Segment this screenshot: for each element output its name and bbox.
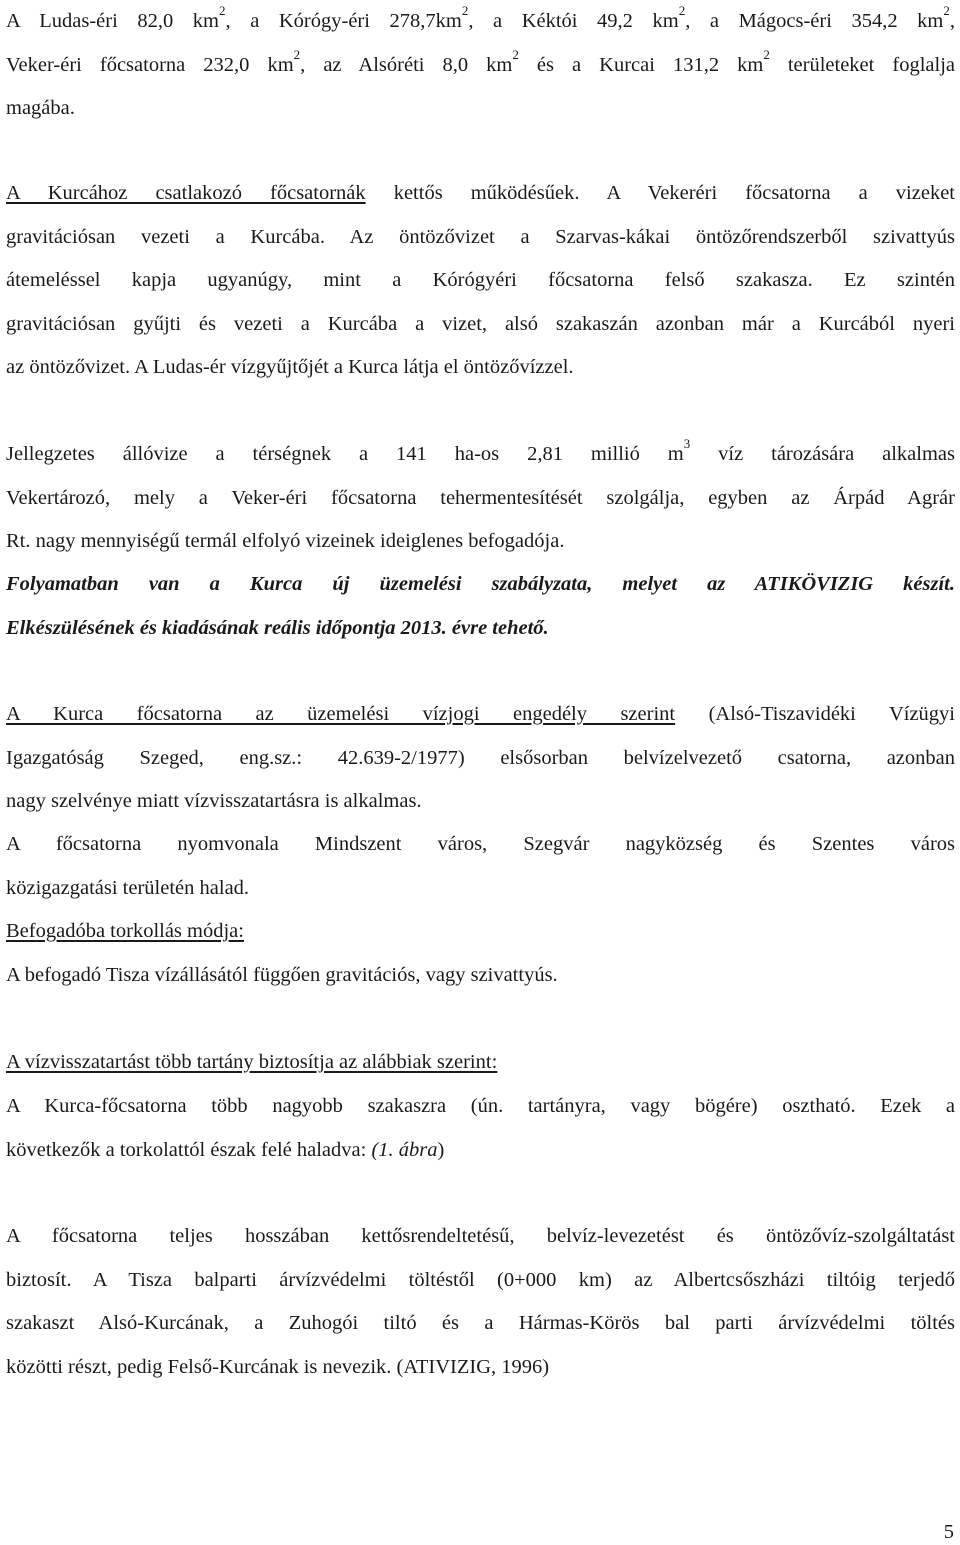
text-run: átemeléssel kapja ugyanúgy, mint a Kórógyéri főcsatorna felső szakasza. Ez szintén <box>6 269 955 291</box>
text-run: (Alsó-Tiszavidéki Vízügyi <box>675 703 956 725</box>
text-run: , a Kórógy-éri 278,7km <box>225 10 462 32</box>
underlined-phrase: A Kurcához csatlakozó főcsatornák <box>6 182 366 204</box>
text-run: biztosít. A Tisza balparti árvízvédelmi töltéstől (0+000 km) az Albertcsőszházi tiltóig terjedő <box>6 1268 955 1291</box>
text-run: víz tározására alkalmas <box>690 443 955 465</box>
superscript: 2 <box>678 3 686 19</box>
page-number: 5 <box>943 1521 954 1543</box>
text-line <box>6 0 955 44</box>
text-run: A főcsatorna nyomvonala Mindszent város, Szegvár nagyközség és Szentes város <box>6 833 955 855</box>
text-line <box>6 607 955 651</box>
text-line <box>6 1085 955 1129</box>
text-run: A Ludas-éri 82,0 km <box>6 10 219 32</box>
text-line <box>6 172 955 216</box>
text-line <box>6 780 955 824</box>
text-run: A főcsatorna teljes hosszában kettősrendeltetésű, belvíz-levezetést és öntözővíz-szolgáltatást <box>6 1225 955 1247</box>
text-run: magába. <box>6 97 75 119</box>
text-line <box>6 1215 955 1259</box>
text-line <box>6 259 955 303</box>
paragraph-areas <box>6 0 955 131</box>
text-line <box>6 87 955 131</box>
paragraph-reservoir <box>6 433 955 564</box>
text-line <box>6 693 955 737</box>
text-line <box>6 1302 955 1346</box>
text-line <box>6 737 955 781</box>
text-line <box>6 520 955 564</box>
text-run: nagy szelvénye miatt vízvisszatartásra is alkalmas. <box>6 790 422 812</box>
text-run: szakaszt Alsó-Kurcának, a Zuhogói tiltó és a Hármas-Körös bal parti árvízvédelmi töltés <box>6 1312 955 1334</box>
text-line <box>6 477 955 521</box>
text-run: kettős működésűek. A Vekeréri főcsatorna a vizeket <box>365 182 955 204</box>
heading-text: A vízvisszatartást több tartány biztosítja az alábbiak szerint: <box>6 1051 498 1073</box>
text-run: közigazgatási területén halad. <box>6 876 250 899</box>
text-line <box>6 1346 955 1390</box>
text-run: Igazgatóság Szeged, eng.sz.: 42.639-2/1977) elsősorban belvízelvezető csatorna, azonban <box>6 746 955 769</box>
text-run: A Kurca-főcsatorna több nagyobb szakaszra (ún. tartányra, vagy bögére) osztható. Ezek a <box>6 1095 955 1117</box>
text-run: következők a torkolattól észak felé haladva: <box>6 1138 372 1161</box>
figure-reference: (1. ábra <box>371 1138 438 1161</box>
superscript: 2 <box>943 3 950 19</box>
text-run: közötti részt, pedig Felső-Kurcának is nevezik. (ATIVIZIG, 1996) <box>6 1355 550 1378</box>
text-run: Veker-éri főcsatorna 232,0 km <box>6 53 294 76</box>
text-line <box>6 563 955 607</box>
text-run: gravitációsan vezeti a Kurcába. Az öntözővizet a Szarvas-kákai öntözőrendszerből szivattyús <box>6 225 955 248</box>
text-line <box>6 44 955 88</box>
text-run: területeket foglalja <box>769 53 955 76</box>
text-run: Folyamatban van a Kurca új üzemelési szabályzata, melyet az ATIKÖVIZIG készít. <box>6 573 955 595</box>
paragraph-function <box>6 1215 955 1389</box>
text-line <box>6 1259 955 1303</box>
superscript: 2 <box>763 46 770 62</box>
text-run: Vekertározó, mely a Veker-éri főcsatorna tehermentesítését szolgálja, egyben az Árpád Agrár <box>6 486 955 509</box>
paragraph-canals <box>6 172 955 390</box>
text-run: ) <box>437 1138 445 1161</box>
paragraph-regulation-notice <box>6 563 955 650</box>
superscript: 2 <box>293 46 301 62</box>
section-heading <box>6 910 955 954</box>
text-run: Rt. nagy mennyiségű termál elfolyó vizeinek ideiglenes befogadója. <box>6 530 565 552</box>
superscript: 2 <box>512 46 519 62</box>
text-run: A befogadó Tisza vízállásától függően gravitációs, vagy szivattyús. <box>6 964 558 986</box>
paragraph-reaches <box>6 1085 955 1172</box>
heading-text: Befogadóba torkollás módja: <box>6 920 244 942</box>
text-run: és a Kurcai 131,2 km <box>518 53 764 76</box>
superscript: 2 <box>461 3 469 19</box>
section-heading <box>6 1041 955 1085</box>
text-line <box>6 346 955 390</box>
paragraph-outflow <box>6 954 955 998</box>
text-run: gravitációsan gyűjti és vezeti a Kurcába a vizet, alsó szakaszán azonban már a Kurcából nyeri <box>6 312 955 335</box>
superscript: 3 <box>683 436 691 452</box>
superscript: 2 <box>219 3 226 19</box>
text-line <box>6 216 955 260</box>
text-line <box>6 303 955 347</box>
paragraph-license <box>6 693 955 824</box>
text-run: , a Mágocs-éri 354,2 km <box>685 10 944 32</box>
text-run: , az Alsóréti 8,0 km <box>300 53 513 76</box>
underlined-phrase: A Kurca főcsatorna az üzemelési vízjogi engedély szerint <box>6 703 676 725</box>
text-run: Elkészülésének és kiadásának reális időpontja 2013. évre tehető. <box>6 616 549 639</box>
text-line <box>6 823 955 867</box>
text-run: az öntözővizet. A Ludas-ér vízgyűjtőjét a Kurca látja el öntözővízzel. <box>6 356 574 378</box>
text-line <box>6 1129 955 1173</box>
text-line <box>6 867 955 911</box>
text-run: Jellegzetes állóvize a térségnek a 141 ha-os 2,81 millió m <box>6 443 684 465</box>
text-run: , a Kéktói 49,2 km <box>468 10 679 32</box>
text-run: , <box>949 10 955 32</box>
paragraph-route <box>6 823 955 910</box>
text-line <box>6 433 955 477</box>
